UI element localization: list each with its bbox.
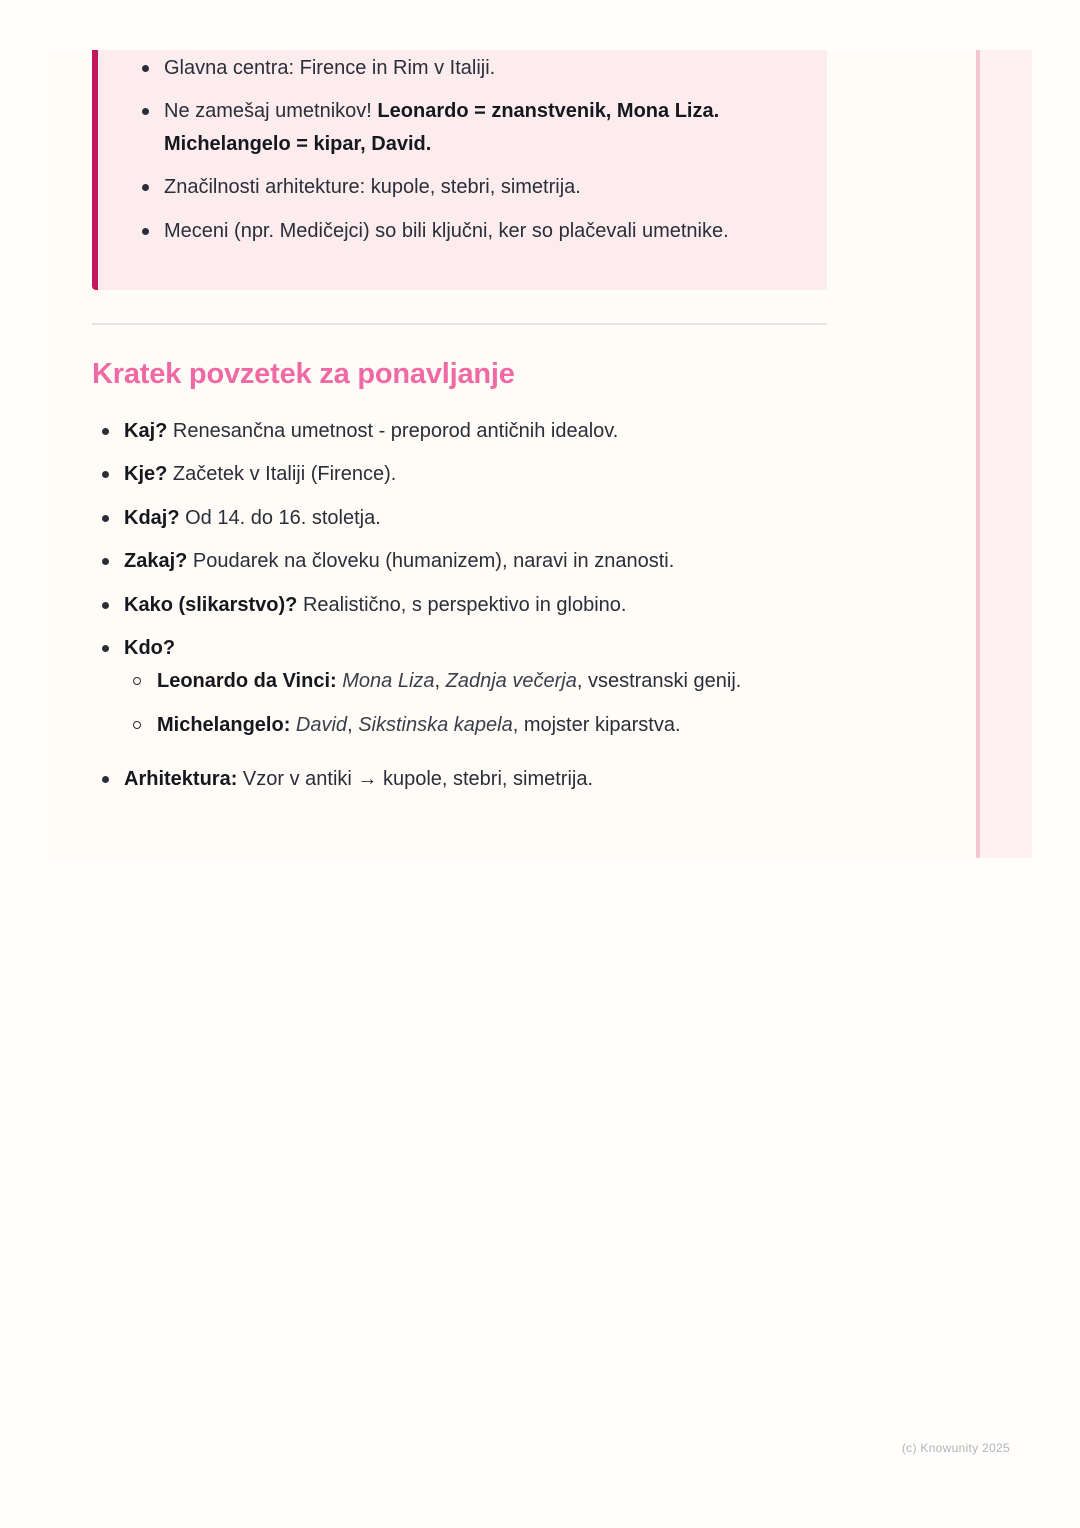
callout-item: Značilnosti arhitekture: kupole, stebri, simetrija. <box>164 171 794 204</box>
section-heading: Kratek povzetek za ponavljanje <box>92 358 515 390</box>
bold-text: Michelangelo = kipar, David. <box>164 133 432 155</box>
summary-item: Zakaj? Poudarek na človeku (humanizem), naravi in znanosti. <box>124 545 904 578</box>
callout-item: Meceni (npr. Medičejci) so bili ključni, ker so plačevali umetnike. <box>164 215 794 248</box>
summary-subitem: Michelangelo: David, Sikstinska kapela, mojster kiparstva. <box>157 709 917 742</box>
right-margin-strip <box>976 50 1032 858</box>
summary-item: Kaj? Renesančna umetnost - preporod antičnih idealov. <box>124 415 904 448</box>
section-divider <box>92 323 827 325</box>
copyright-footer: (c) Knowunity 2025 <box>901 1441 1010 1455</box>
callout-item: Ne zamešaj umetnikov! Leonardo = znanstvenik, Mona Liza. Michelangelo = kipar, David. <box>164 95 794 161</box>
summary-item: Kdaj? Od 14. do 16. stoletja. <box>124 502 904 535</box>
summary-item: Kako (slikarstvo)? Realistično, s perspektivo in globino. <box>124 589 904 622</box>
summary-item: Kdo? <box>124 632 904 665</box>
summary-item: Kje? Začetek v Italiji (Firence). <box>124 458 904 491</box>
bold-text: Leonardo = znanstvenik, Mona Liza. <box>377 100 720 122</box>
callout-box <box>92 50 827 290</box>
summary-item: Arhitektura: Vzor v antiki → kupole, stebri, simetrija. <box>124 763 904 796</box>
callout-item: Glavna centra: Firence in Rim v Italiji. <box>164 52 794 85</box>
summary-subitem: Leonardo da Vinci: Mona Liza, Zadnja večerja, vsestranski genij. <box>157 665 917 698</box>
